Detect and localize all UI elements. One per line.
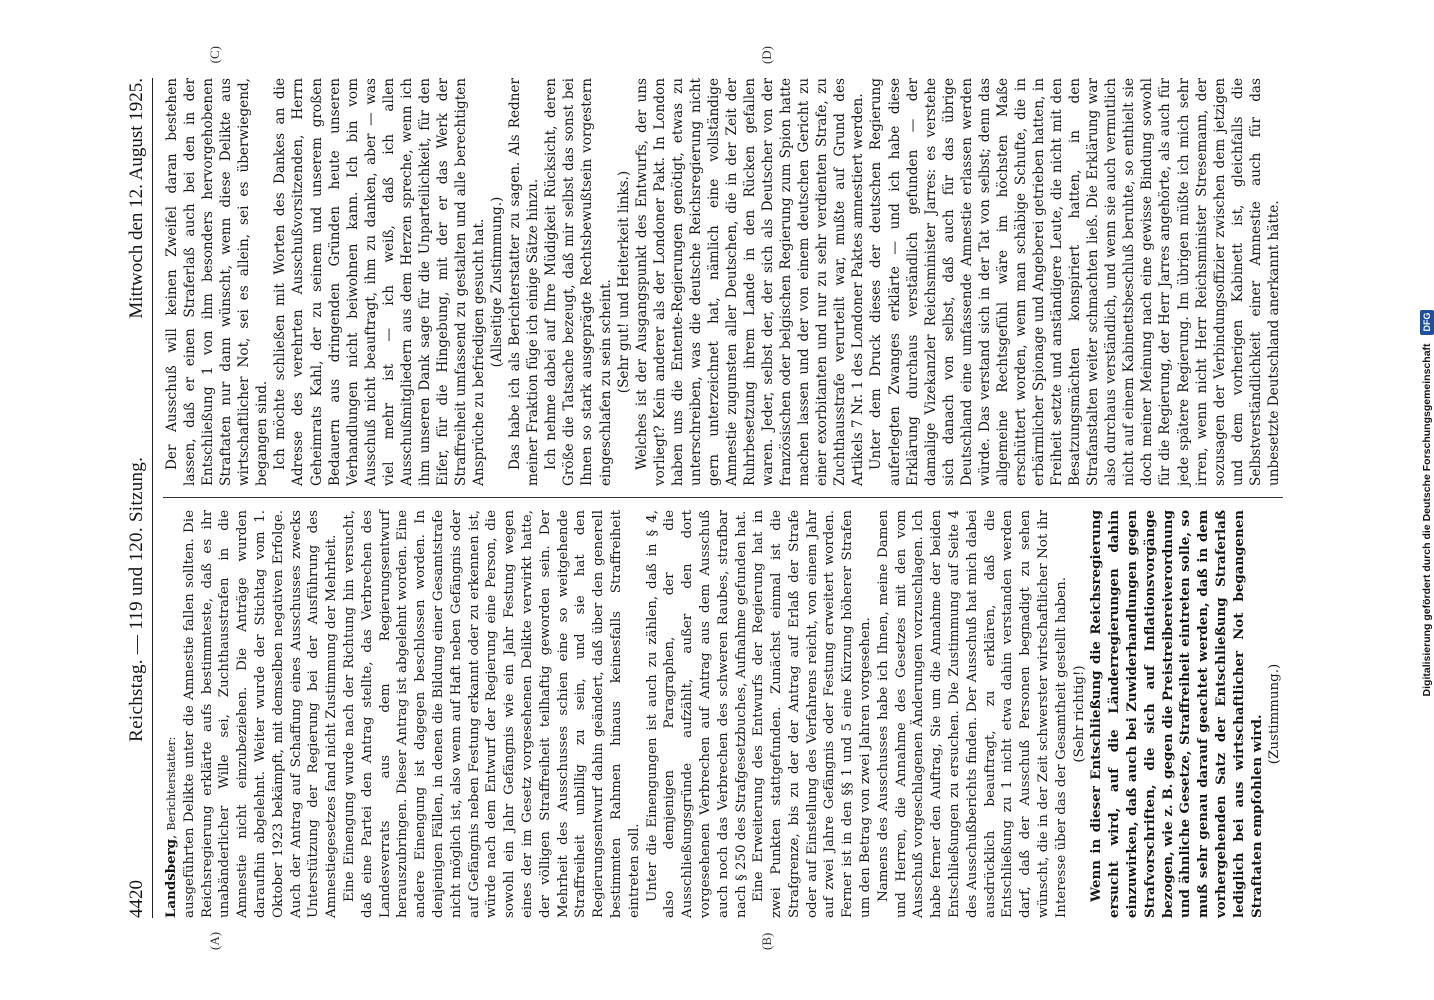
left-column <box>163 510 1309 918</box>
interjection: (Zustimmung.) <box>1267 663 1283 765</box>
paragraph: Unter die Einengungen ist auch zu zählen, daß in § 4, also demjenigen Paragraphen, der die Ausschließungsgründe aufzählt, außer den dort vorgesehenen Verbrechen auf Antrag aus dem Ausschuß auch noch das Verbrechen des schweren Raubes, strafbar nach § 250 des Strafgesetzbuches, Aufnahme gefunden hat. <box>644 510 749 918</box>
paragraph: Ich möchte schließen mit Worten des Dankes an die Adresse des verehrten Ausschußvorsitzenden, Herrn Geheimrats Kahl, der zu seinem und unserem großen Bedauern aus dringenden Gründen heute unseren Verhandlungen nicht beiwohnen kann. Ich bin vom Ausschuß nicht beauftragt, ihm zu danken, aber — was viel mehr ist — ich weiß, daß ich allen Ausschußmitgliedern aus dem Herzen spreche, wenn ich ihm unseren Dank sage für die Unparteilichkeit, für den Eifer, für die Hingebung, mit der er das Werk der Straffreiheit umfassend zu gestalten und alle berechtigten Ansprüche zu befriedigen gesucht hat. <box>272 78 488 486</box>
paragraph: Eine Erweiterung des Entwurfs der Regierung hat in zwei Punkten stattgefunden. Zunächst einmal ist die Strafgrenze, bis zu der der Antrag auf Erlaß der Strafe oder auf Einstellung des Verfahrens reicht, von einem Jahr auf zwei Jahre Gefängnis oder Festung erweitert worden. Ferner ist in den §§ 1 und 5 eine Kürzung höherer Strafen um den Betrag von zwei Jahren vorgesehen. <box>751 510 874 918</box>
paragraph: Namens des Ausschusses habe ich Ihnen, meine Damen und Herren, die Annahme des Gesetzes mit den vom Ausschuß vorgeschlagenen Änderungen vorzuschlagen. Ich habe ferner den Auftrag, Sie um die Annahme der beiden Entschließungen zu ersuchen. Die Zustimmung auf Seite 4 des Ausschußberichts finden. Der Ausschuß hat mich dabei ausdrücklich beauftragt, zu erklären, daß die Entschließung zu 1 nicht etwa dahin verstanden werden darf, daß der Ausschuß Personen begnadigt zu sehen wünscht, die in der Zeit schwerster wirtschaftlicher Not ihr Interesse über das der Gesamtheit gestellt haben. <box>875 510 1069 918</box>
speaker-name: Landsberg <box>163 838 179 918</box>
interjection: (Allseitige Zustimmung.) <box>489 196 506 368</box>
digitization-note <box>1420 8 1434 998</box>
interjection: (Sehr gut! und Heiterkeit links.) <box>615 170 632 394</box>
session-title: Reichstag. — 119 und 120. Sitzung. <box>126 456 147 742</box>
paragraph: Unter dem Druck dieses der deutschen Regierung auferlegten Zwanges erklärte — und ich habe diese Erklärung durchaus verständlich gefunden — der damalige Vizekanzler Reichsminister Jarres: es verstehe sich danach von selbst, daß auch für das übrige Deutschland eine umfassende Amnestie erlassen werden würde. Das verstand sich in der Tat von selbst; denn das allgemeine Rechtsgefühl wäre im höchsten Maße erschüttert worden, wenn man schäbige Schufte, die in erbärmlicher Spionage und Angeberei getrieben hatten, in Freiheit setzte und anständigere Leute, die nicht mit den Besatzungsmächten konspiriert hatten, in den Strafanstalten weiter schmachten ließ. Die Erklärung war also durchaus verständlich, und wenn sie auch vermutlich nicht auf einem Kabinettsbeschluß beruhte, so enthielt sie doch meiner Meinung nach eine gewisse Bindung sowohl für die Regierung, der Herr Jarres angehörte, als auch für jede spätere Regierung. Im übrigen müßte ich mich sehr irren, wenn nicht Herr Reichsminister Stresemann, der sozusagen der Verbindungsoffizier zwischen dem jetzigen und dem vorherigen Kabinett ist, gleichfalls die Selbstverständlichkeit einer Amnestie auch für das unbesetzte Deutschland anerkannt hätte. <box>868 78 1282 486</box>
paragraph: Eine Einengung wurde nach der Richtung hin versucht, daß eine Partei den Antrag stellte, das Verbrechen des Landesverrats aus dem Regierungsentwurf herauszubringen. Dieser Antrag ist abgelehnt worden. Eine andere Einengung ist dagegen beschlossen worden. In denjenigen Fällen, in denen die Bildung einer Gesamtstrafe nicht möglich ist, also wenn auf Haft neben Gefängnis oder auf Gefängnis neben Festung erkannt oder zu erkennen ist, würde nach dem Entwurf der Regierung eine Person, die sowohl ein Jahr Gefängnis wie ein Jahr Festung wegen eines der im Gesetz vorgesehenen Delikte verwirkt hatte, der völligen Straffreiheit teilhaftig geworden sein. Der Mehrheit des Ausschusses schien eine so weitgehende Straffreiheit unbillig zu sein, und sie hat den Regierungsentwurf dahin geändert, daß über den generell bestimmten Rahmen hinaus keinesfalls Straffreiheit eintreten soll. <box>341 510 642 918</box>
column-divider <box>163 497 1283 498</box>
paragraph: Wenn in dieser Entschließung die Reichsregierung ersucht wird, auf die Länderregierungen dahin einzuwirken, daß auch bei Zuwiderhandlungen gegen Strafvorschriften, die sich auf Inflationsvorgänge bezogen, wie z. B. gegen die Preistreibereiverordnung und ähnliche Gesetze, Straffreiheit eintreten solle, so muß sehr genau darauf geachtet werden, daß in dem vorhergehenden Satz der Entschließung Straferlaß lediglich bei aus wirtschaftlicher Not begangenen Straftaten empfohlen wird. <box>1088 510 1265 918</box>
paragraph: Ich nehme dabei auf Ihre Müdigkeit Rücksicht, deren Größe die Tatsache bezeugt, daß mir selbst das sonst bei Ihnen so stark ausgeprägte Rechtsbewußtsein vorgestern eingeschlafen zu sein scheint. <box>543 78 614 486</box>
paragraph: ausgeführten Delikte unter die Amnestie fallen sollten. Die Reichsregierung erklärte aufs bestimmteste, daß es ihr unabänderlicher Wille sei, Zuchthausstrafen in die Amnestie nicht einzubeziehen. Die Anträge wurden daraufhin abgelehnt. Weiter wurde der Stichtag vom 1. Oktober 1923 bekämpft, mit demselben negativen Erfolge. Auch der Antrag auf Schaffung eines Ausschusses zwecks Unterstützung der Regierung bei der Ausführung des Amnestiegesetzes fand nicht Zustimmung der Mehrheit. <box>181 510 340 918</box>
speaker-line: Landsberg, Berichterstatter: <box>163 736 179 918</box>
page-header <box>119 78 153 918</box>
margin-marker-d: (D) <box>759 46 774 65</box>
paragraph: Das habe ich als Berichterstatter zu sagen. Als Redner meiner Fraktion füge ich einige Sätze hinzu. <box>507 78 542 486</box>
margin-marker-a: (A) <box>207 931 222 950</box>
session-date: Mittwoch den 12. August 1925. <box>126 78 147 319</box>
margin-marker-c: (C) <box>207 46 222 64</box>
rotated-document-page <box>119 46 1309 950</box>
dfg-logo: DFG <box>1420 310 1434 335</box>
paragraph: Der Ausschuß will keinen Zweifel daran bestehen lassen, daß er einen Straferlaß auch bei den in der Entschließung 1 von ihm besonders hervorgehobenen Straftaten nur dann wünscht, wenn diese Delikte aus wirtschaftlicher Not, sei es allein, sei es überwiegend, begangen sind. <box>164 78 271 486</box>
margin-marker-b: (B) <box>759 932 774 950</box>
right-column <box>163 78 1309 486</box>
paragraph: Welches ist der Ausgangspunkt des Entwurfs, der uns vorliegt? Kein anderer als der Londoner Pakt. In London haben uns die Entente-Regierungen genötigt, etwas zu unterschreiben, was die deutsche Reichsregierung nicht gern unterzeichnet hat, nämlich eine vollständige Amnestie zugunsten aller Deutschen, die in der Zeit der Ruhrbesetzung ihrem Lande in den Rücken gefallen waren. Jeder, selbst der, der sich als Deutscher von der französischen oder belgischen Regierung zum Spion hatte machen lassen und der von einem deutschen Gericht zu einer exorbitanten und nur zu sehr verdienten Strafe, zu Zuchthausstrafe verurteilt war, mußte auf Grund des Artikels 7 Nr. 1 des Londoner Paktes amnestiert werden. <box>633 78 867 486</box>
speaker-role: Berichterstatter: <box>165 736 178 831</box>
digitization-note-text: Digitalisierung gefördert durch die Deutsche Forschungsgemeinschaft <box>1421 343 1433 697</box>
interjection: (Sehr richtig!) <box>1071 665 1087 763</box>
page-number: 4420 <box>126 880 147 918</box>
